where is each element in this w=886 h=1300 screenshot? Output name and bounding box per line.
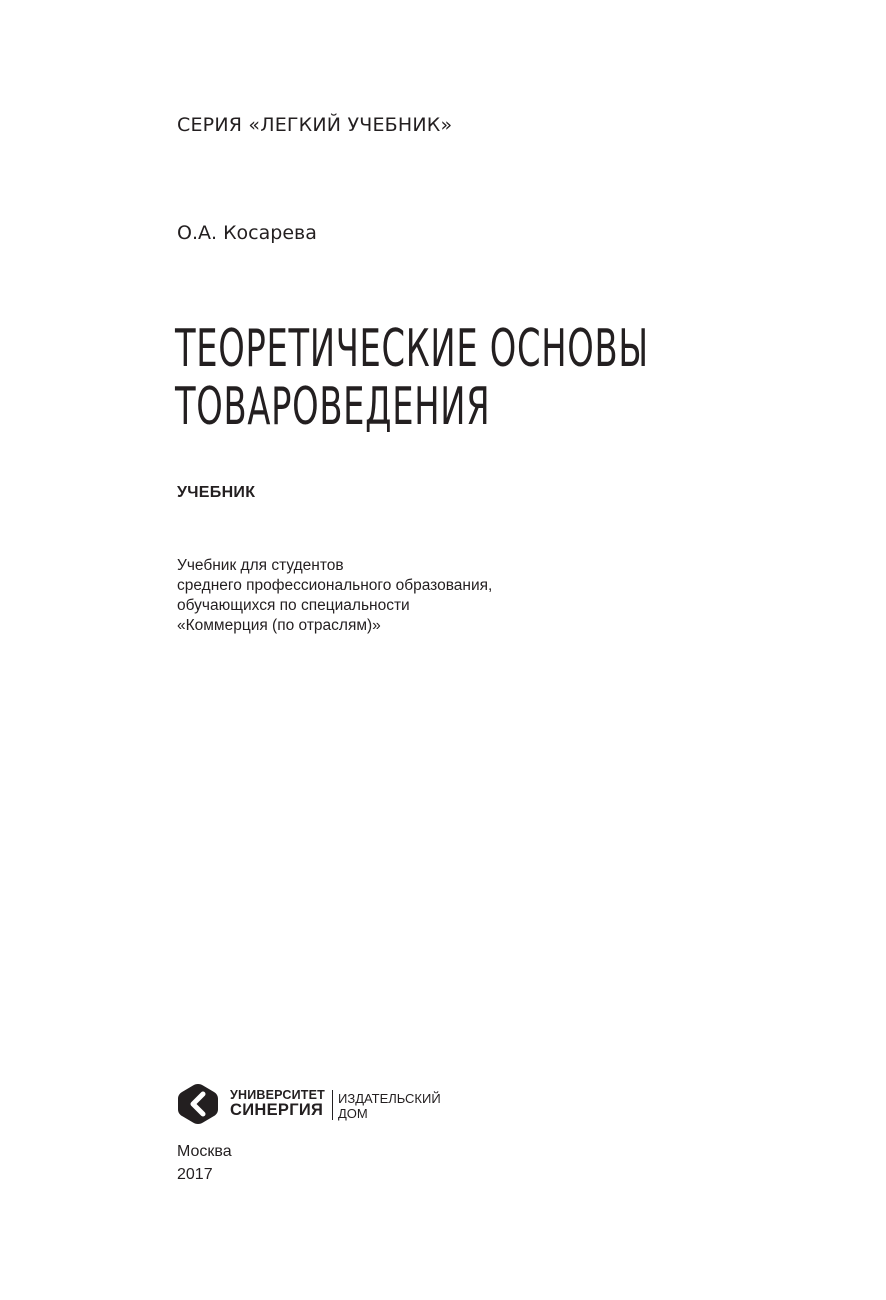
publisher-name-line-1: УНИВЕРСИТЕТ: [230, 1088, 325, 1102]
purpose-line-3: обучающихся по специальности: [177, 597, 410, 614]
purpose-line-1: Учебник для студентов: [177, 557, 344, 574]
imprint-city: Москва: [177, 1143, 232, 1160]
publisher-logo: [177, 1083, 457, 1125]
book-title-line-1: ТЕОРЕТИЧЕСКИЕ ОСНОВЫ: [175, 319, 649, 379]
publisher-name-line-2: СИНЕРГИЯ: [230, 1101, 324, 1119]
publisher-subtitle: [338, 1091, 441, 1121]
book-type: УЧЕБНИК: [177, 484, 256, 501]
book-purpose: [177, 556, 492, 636]
logo-divider: [332, 1090, 333, 1120]
publisher-subtitle-line-2: ДОМ: [338, 1106, 368, 1121]
purpose-line-2: среднего профессионального образования,: [177, 577, 493, 594]
publisher-name: [230, 1089, 325, 1119]
book-title: [175, 320, 649, 436]
purpose-line-4: «Коммерция (по отраслям)»: [177, 617, 381, 634]
imprint: [177, 1140, 232, 1186]
author-name: О.А. Косарева: [177, 222, 317, 244]
publisher-subtitle-line-1: ИЗДАТЕЛЬСКИЙ: [338, 1091, 441, 1106]
imprint-year: 2017: [177, 1166, 213, 1183]
series-name: СЕРИЯ «ЛЕГКИЙ УЧЕБНИК»: [177, 114, 453, 136]
chevron-left-in-hexagon-icon: [177, 1083, 219, 1125]
book-title-line-2: ТОВАРОВЕДЕНИЯ: [175, 377, 491, 437]
